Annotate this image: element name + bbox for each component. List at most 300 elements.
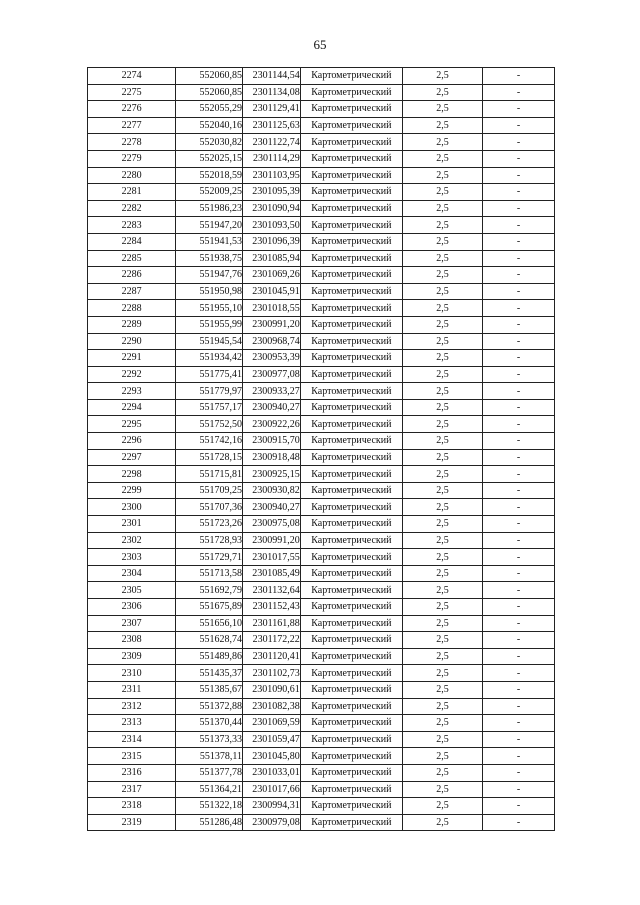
point-number-cell: 2316 <box>88 764 176 781</box>
x-coordinate-cell: 551775,41 <box>176 366 243 383</box>
x-coordinate-cell: 551435,37 <box>176 665 243 682</box>
note-cell: - <box>483 316 555 333</box>
point-number-cell: 2308 <box>88 632 176 649</box>
note-cell: - <box>483 516 555 533</box>
method-cell: Картометрический <box>300 117 402 134</box>
method-cell: Картометрический <box>300 383 402 400</box>
y-coordinate-cell: 2300930,82 <box>242 482 300 499</box>
note-cell: - <box>483 350 555 367</box>
method-cell: Картометрический <box>300 267 402 284</box>
table-row <box>88 549 555 566</box>
note-cell: - <box>483 499 555 516</box>
accuracy-cell: 2,5 <box>403 316 483 333</box>
table-row <box>88 532 555 549</box>
y-coordinate-cell: 2300979,08 <box>242 814 300 831</box>
method-cell: Картометрический <box>300 84 402 101</box>
method-cell: Картометрический <box>300 731 402 748</box>
y-coordinate-cell: 2300925,15 <box>242 466 300 483</box>
y-coordinate-cell: 2301172,22 <box>242 632 300 649</box>
x-coordinate-cell: 552040,16 <box>176 117 243 134</box>
note-cell: - <box>483 134 555 151</box>
x-coordinate-cell: 551742,16 <box>176 433 243 450</box>
y-coordinate-cell: 2301096,39 <box>242 233 300 250</box>
point-number-cell: 2310 <box>88 665 176 682</box>
note-cell: - <box>483 715 555 732</box>
point-number-cell: 2282 <box>88 200 176 217</box>
x-coordinate-cell: 551945,54 <box>176 333 243 350</box>
note-cell: - <box>483 300 555 317</box>
note-cell: - <box>483 267 555 284</box>
note-cell: - <box>483 648 555 665</box>
point-number-cell: 2319 <box>88 814 176 831</box>
y-coordinate-cell: 2301102,73 <box>242 665 300 682</box>
point-number-cell: 2286 <box>88 267 176 284</box>
table-row <box>88 449 555 466</box>
point-number-cell: 2297 <box>88 449 176 466</box>
point-number-cell: 2312 <box>88 698 176 715</box>
y-coordinate-cell: 2301144,54 <box>242 68 300 85</box>
y-coordinate-cell: 2301090,94 <box>242 200 300 217</box>
x-coordinate-cell: 551728,15 <box>176 449 243 466</box>
table-row <box>88 798 555 815</box>
accuracy-cell: 2,5 <box>403 549 483 566</box>
accuracy-cell: 2,5 <box>403 582 483 599</box>
note-cell: - <box>483 449 555 466</box>
table-row <box>88 200 555 217</box>
point-number-cell: 2274 <box>88 68 176 85</box>
accuracy-cell: 2,5 <box>403 731 483 748</box>
point-number-cell: 2315 <box>88 748 176 765</box>
note-cell: - <box>483 433 555 450</box>
y-coordinate-cell: 2301093,50 <box>242 217 300 234</box>
method-cell: Картометрический <box>300 632 402 649</box>
accuracy-cell: 2,5 <box>403 599 483 616</box>
accuracy-cell: 2,5 <box>403 482 483 499</box>
table-row <box>88 466 555 483</box>
accuracy-cell: 2,5 <box>403 698 483 715</box>
table-row <box>88 698 555 715</box>
x-coordinate-cell: 551385,67 <box>176 681 243 698</box>
method-cell: Картометрический <box>300 134 402 151</box>
x-coordinate-cell: 551941,53 <box>176 233 243 250</box>
accuracy-cell: 2,5 <box>403 764 483 781</box>
method-cell: Картометрический <box>300 250 402 267</box>
table-row <box>88 433 555 450</box>
method-cell: Картометрический <box>300 200 402 217</box>
y-coordinate-cell: 2301122,74 <box>242 134 300 151</box>
note-cell: - <box>483 200 555 217</box>
point-number-cell: 2306 <box>88 599 176 616</box>
coordinates-table-body <box>88 68 555 831</box>
method-cell: Картометрический <box>300 433 402 450</box>
method-cell: Картометрический <box>300 466 402 483</box>
point-number-cell: 2318 <box>88 798 176 815</box>
table-row <box>88 599 555 616</box>
point-number-cell: 2295 <box>88 416 176 433</box>
note-cell: - <box>483 383 555 400</box>
accuracy-cell: 2,5 <box>403 499 483 516</box>
x-coordinate-cell: 551723,26 <box>176 516 243 533</box>
y-coordinate-cell: 2300922,26 <box>242 416 300 433</box>
y-coordinate-cell: 2300940,27 <box>242 499 300 516</box>
method-cell: Картометрический <box>300 615 402 632</box>
y-coordinate-cell: 2301059,47 <box>242 731 300 748</box>
table-row <box>88 333 555 350</box>
accuracy-cell: 2,5 <box>403 283 483 300</box>
table-row <box>88 416 555 433</box>
table-row <box>88 516 555 533</box>
point-number-cell: 2284 <box>88 233 176 250</box>
point-number-cell: 2283 <box>88 217 176 234</box>
table-row <box>88 68 555 85</box>
x-coordinate-cell: 551752,50 <box>176 416 243 433</box>
point-number-cell: 2289 <box>88 316 176 333</box>
y-coordinate-cell: 2300977,08 <box>242 366 300 383</box>
x-coordinate-cell: 551938,75 <box>176 250 243 267</box>
x-coordinate-cell: 551370,44 <box>176 715 243 732</box>
method-cell: Картометрический <box>300 582 402 599</box>
method-cell: Картометрический <box>300 316 402 333</box>
note-cell: - <box>483 748 555 765</box>
point-number-cell: 2305 <box>88 582 176 599</box>
x-coordinate-cell: 552009,25 <box>176 184 243 201</box>
table-row <box>88 350 555 367</box>
y-coordinate-cell: 2301069,59 <box>242 715 300 732</box>
accuracy-cell: 2,5 <box>403 648 483 665</box>
page-number: 65 <box>313 37 327 52</box>
point-number-cell: 2285 <box>88 250 176 267</box>
x-coordinate-cell: 551728,93 <box>176 532 243 549</box>
note-cell: - <box>483 599 555 616</box>
method-cell: Картометрический <box>300 549 402 566</box>
y-coordinate-cell: 2300933,27 <box>242 383 300 400</box>
y-coordinate-cell: 2301017,55 <box>242 549 300 566</box>
method-cell: Картометрический <box>300 68 402 85</box>
accuracy-cell: 2,5 <box>403 184 483 201</box>
table-row <box>88 482 555 499</box>
accuracy-cell: 2,5 <box>403 798 483 815</box>
y-coordinate-cell: 2300991,20 <box>242 532 300 549</box>
method-cell: Картометрический <box>300 715 402 732</box>
accuracy-cell: 2,5 <box>403 715 483 732</box>
note-cell: - <box>483 283 555 300</box>
table-row <box>88 748 555 765</box>
point-number-cell: 2314 <box>88 731 176 748</box>
x-coordinate-cell: 551707,36 <box>176 499 243 516</box>
y-coordinate-cell: 2301018,55 <box>242 300 300 317</box>
point-number-cell: 2280 <box>88 167 176 184</box>
table-row <box>88 134 555 151</box>
point-number-cell: 2296 <box>88 433 176 450</box>
y-coordinate-cell: 2301129,41 <box>242 101 300 118</box>
y-coordinate-cell: 2301125,63 <box>242 117 300 134</box>
table-row <box>88 300 555 317</box>
accuracy-cell: 2,5 <box>403 84 483 101</box>
x-coordinate-cell: 552025,15 <box>176 150 243 167</box>
accuracy-cell: 2,5 <box>403 416 483 433</box>
accuracy-cell: 2,5 <box>403 68 483 85</box>
x-coordinate-cell: 551934,42 <box>176 350 243 367</box>
accuracy-cell: 2,5 <box>403 532 483 549</box>
x-coordinate-cell: 551757,17 <box>176 399 243 416</box>
accuracy-cell: 2,5 <box>403 150 483 167</box>
note-cell: - <box>483 167 555 184</box>
note-cell: - <box>483 798 555 815</box>
method-cell: Картометрический <box>300 681 402 698</box>
x-coordinate-cell: 552060,85 <box>176 84 243 101</box>
accuracy-cell: 2,5 <box>403 134 483 151</box>
accuracy-cell: 2,5 <box>403 433 483 450</box>
x-coordinate-cell: 551715,81 <box>176 466 243 483</box>
method-cell: Картометрический <box>300 482 402 499</box>
method-cell: Картометрический <box>300 516 402 533</box>
method-cell: Картометрический <box>300 333 402 350</box>
x-coordinate-cell: 552018,59 <box>176 167 243 184</box>
note-cell: - <box>483 217 555 234</box>
y-coordinate-cell: 2301082,38 <box>242 698 300 715</box>
table-row <box>88 267 555 284</box>
accuracy-cell: 2,5 <box>403 399 483 416</box>
y-coordinate-cell: 2301045,91 <box>242 283 300 300</box>
accuracy-cell: 2,5 <box>403 516 483 533</box>
x-coordinate-cell: 551986,23 <box>176 200 243 217</box>
table-row <box>88 150 555 167</box>
x-coordinate-cell: 552030,82 <box>176 134 243 151</box>
note-cell: - <box>483 814 555 831</box>
point-number-cell: 2302 <box>88 532 176 549</box>
method-cell: Картометрический <box>300 781 402 798</box>
method-cell: Картометрический <box>300 449 402 466</box>
x-coordinate-cell: 551372,88 <box>176 698 243 715</box>
note-cell: - <box>483 615 555 632</box>
point-number-cell: 2317 <box>88 781 176 798</box>
x-coordinate-cell: 551729,71 <box>176 549 243 566</box>
note-cell: - <box>483 681 555 698</box>
y-coordinate-cell: 2300918,48 <box>242 449 300 466</box>
x-coordinate-cell: 551286,48 <box>176 814 243 831</box>
accuracy-cell: 2,5 <box>403 167 483 184</box>
y-coordinate-cell: 2300994,31 <box>242 798 300 815</box>
method-cell: Картометрический <box>300 814 402 831</box>
table-row <box>88 101 555 118</box>
accuracy-cell: 2,5 <box>403 233 483 250</box>
point-number-cell: 2278 <box>88 134 176 151</box>
note-cell: - <box>483 233 555 250</box>
point-number-cell: 2292 <box>88 366 176 383</box>
point-number-cell: 2293 <box>88 383 176 400</box>
y-coordinate-cell: 2300953,39 <box>242 350 300 367</box>
method-cell: Картометрический <box>300 283 402 300</box>
x-coordinate-cell: 551955,10 <box>176 300 243 317</box>
y-coordinate-cell: 2301103,95 <box>242 167 300 184</box>
note-cell: - <box>483 466 555 483</box>
point-number-cell: 2290 <box>88 333 176 350</box>
accuracy-cell: 2,5 <box>403 350 483 367</box>
accuracy-cell: 2,5 <box>403 366 483 383</box>
method-cell: Картометрический <box>300 764 402 781</box>
method-cell: Картометрический <box>300 698 402 715</box>
accuracy-cell: 2,5 <box>403 300 483 317</box>
method-cell: Картометрический <box>300 665 402 682</box>
x-coordinate-cell: 551692,79 <box>176 582 243 599</box>
y-coordinate-cell: 2301090,61 <box>242 681 300 698</box>
y-coordinate-cell: 2300915,70 <box>242 433 300 450</box>
coordinates-table <box>87 67 555 831</box>
accuracy-cell: 2,5 <box>403 217 483 234</box>
table-row <box>88 681 555 698</box>
note-cell: - <box>483 101 555 118</box>
method-cell: Картометрический <box>300 416 402 433</box>
note-cell: - <box>483 84 555 101</box>
accuracy-cell: 2,5 <box>403 781 483 798</box>
table-row <box>88 84 555 101</box>
note-cell: - <box>483 399 555 416</box>
method-cell: Картометрический <box>300 399 402 416</box>
note-cell: - <box>483 532 555 549</box>
x-coordinate-cell: 551373,33 <box>176 731 243 748</box>
table-row <box>88 665 555 682</box>
point-number-cell: 2309 <box>88 648 176 665</box>
table-row <box>88 814 555 831</box>
y-coordinate-cell: 2301069,26 <box>242 267 300 284</box>
table-row <box>88 499 555 516</box>
method-cell: Картометрический <box>300 150 402 167</box>
method-cell: Картометрический <box>300 599 402 616</box>
accuracy-cell: 2,5 <box>403 200 483 217</box>
table-row <box>88 715 555 732</box>
table-row <box>88 217 555 234</box>
y-coordinate-cell: 2301120,41 <box>242 648 300 665</box>
table-row <box>88 648 555 665</box>
x-coordinate-cell: 551709,25 <box>176 482 243 499</box>
point-number-cell: 2299 <box>88 482 176 499</box>
y-coordinate-cell: 2301033,01 <box>242 764 300 781</box>
note-cell: - <box>483 764 555 781</box>
note-cell: - <box>483 482 555 499</box>
table-row <box>88 764 555 781</box>
table-row <box>88 283 555 300</box>
accuracy-cell: 2,5 <box>403 665 483 682</box>
point-number-cell: 2311 <box>88 681 176 698</box>
table-row <box>88 565 555 582</box>
table-row <box>88 117 555 134</box>
y-coordinate-cell: 2300991,20 <box>242 316 300 333</box>
note-cell: - <box>483 117 555 134</box>
note-cell: - <box>483 150 555 167</box>
x-coordinate-cell: 551628,74 <box>176 632 243 649</box>
x-coordinate-cell: 551378,11 <box>176 748 243 765</box>
y-coordinate-cell: 2301085,94 <box>242 250 300 267</box>
note-cell: - <box>483 781 555 798</box>
accuracy-cell: 2,5 <box>403 449 483 466</box>
method-cell: Картометрический <box>300 748 402 765</box>
x-coordinate-cell: 551656,10 <box>176 615 243 632</box>
table-row <box>88 731 555 748</box>
note-cell: - <box>483 565 555 582</box>
accuracy-cell: 2,5 <box>403 565 483 582</box>
point-number-cell: 2304 <box>88 565 176 582</box>
accuracy-cell: 2,5 <box>403 681 483 698</box>
accuracy-cell: 2,5 <box>403 267 483 284</box>
x-coordinate-cell: 551489,86 <box>176 648 243 665</box>
accuracy-cell: 2,5 <box>403 333 483 350</box>
x-coordinate-cell: 551364,21 <box>176 781 243 798</box>
table-row <box>88 383 555 400</box>
accuracy-cell: 2,5 <box>403 814 483 831</box>
note-cell: - <box>483 184 555 201</box>
point-number-cell: 2291 <box>88 350 176 367</box>
x-coordinate-cell: 551675,89 <box>176 599 243 616</box>
accuracy-cell: 2,5 <box>403 101 483 118</box>
x-coordinate-cell: 551947,76 <box>176 267 243 284</box>
method-cell: Картометрический <box>300 499 402 516</box>
method-cell: Картометрический <box>300 798 402 815</box>
point-number-cell: 2294 <box>88 399 176 416</box>
accuracy-cell: 2,5 <box>403 615 483 632</box>
x-coordinate-cell: 551955,99 <box>176 316 243 333</box>
note-cell: - <box>483 416 555 433</box>
accuracy-cell: 2,5 <box>403 466 483 483</box>
table-row <box>88 582 555 599</box>
accuracy-cell: 2,5 <box>403 632 483 649</box>
table-row <box>88 399 555 416</box>
method-cell: Картометрический <box>300 366 402 383</box>
method-cell: Картометрический <box>300 350 402 367</box>
x-coordinate-cell: 552055,29 <box>176 101 243 118</box>
method-cell: Картометрический <box>300 233 402 250</box>
y-coordinate-cell: 2301114,29 <box>242 150 300 167</box>
y-coordinate-cell: 2301161,88 <box>242 615 300 632</box>
table-row <box>88 316 555 333</box>
y-coordinate-cell: 2300940,27 <box>242 399 300 416</box>
table-row <box>88 366 555 383</box>
point-number-cell: 2288 <box>88 300 176 317</box>
y-coordinate-cell: 2301085,49 <box>242 565 300 582</box>
point-number-cell: 2307 <box>88 615 176 632</box>
point-number-cell: 2303 <box>88 549 176 566</box>
method-cell: Картометрический <box>300 167 402 184</box>
accuracy-cell: 2,5 <box>403 117 483 134</box>
point-number-cell: 2298 <box>88 466 176 483</box>
table-row <box>88 250 555 267</box>
x-coordinate-cell: 551947,20 <box>176 217 243 234</box>
method-cell: Картометрический <box>300 648 402 665</box>
method-cell: Картометрический <box>300 217 402 234</box>
table-row <box>88 233 555 250</box>
x-coordinate-cell: 552060,85 <box>176 68 243 85</box>
x-coordinate-cell: 551322,18 <box>176 798 243 815</box>
method-cell: Картометрический <box>300 300 402 317</box>
x-coordinate-cell: 551713,58 <box>176 565 243 582</box>
y-coordinate-cell: 2301095,39 <box>242 184 300 201</box>
y-coordinate-cell: 2301132,64 <box>242 582 300 599</box>
x-coordinate-cell: 551779,97 <box>176 383 243 400</box>
method-cell: Картометрический <box>300 565 402 582</box>
y-coordinate-cell: 2301152,43 <box>242 599 300 616</box>
note-cell: - <box>483 549 555 566</box>
note-cell: - <box>483 333 555 350</box>
point-number-cell: 2313 <box>88 715 176 732</box>
point-number-cell: 2281 <box>88 184 176 201</box>
point-number-cell: 2301 <box>88 516 176 533</box>
point-number-cell: 2275 <box>88 84 176 101</box>
y-coordinate-cell: 2301045,80 <box>242 748 300 765</box>
note-cell: - <box>483 366 555 383</box>
table-row <box>88 615 555 632</box>
note-cell: - <box>483 698 555 715</box>
x-coordinate-cell: 551377,78 <box>176 764 243 781</box>
y-coordinate-cell: 2300968,74 <box>242 333 300 350</box>
